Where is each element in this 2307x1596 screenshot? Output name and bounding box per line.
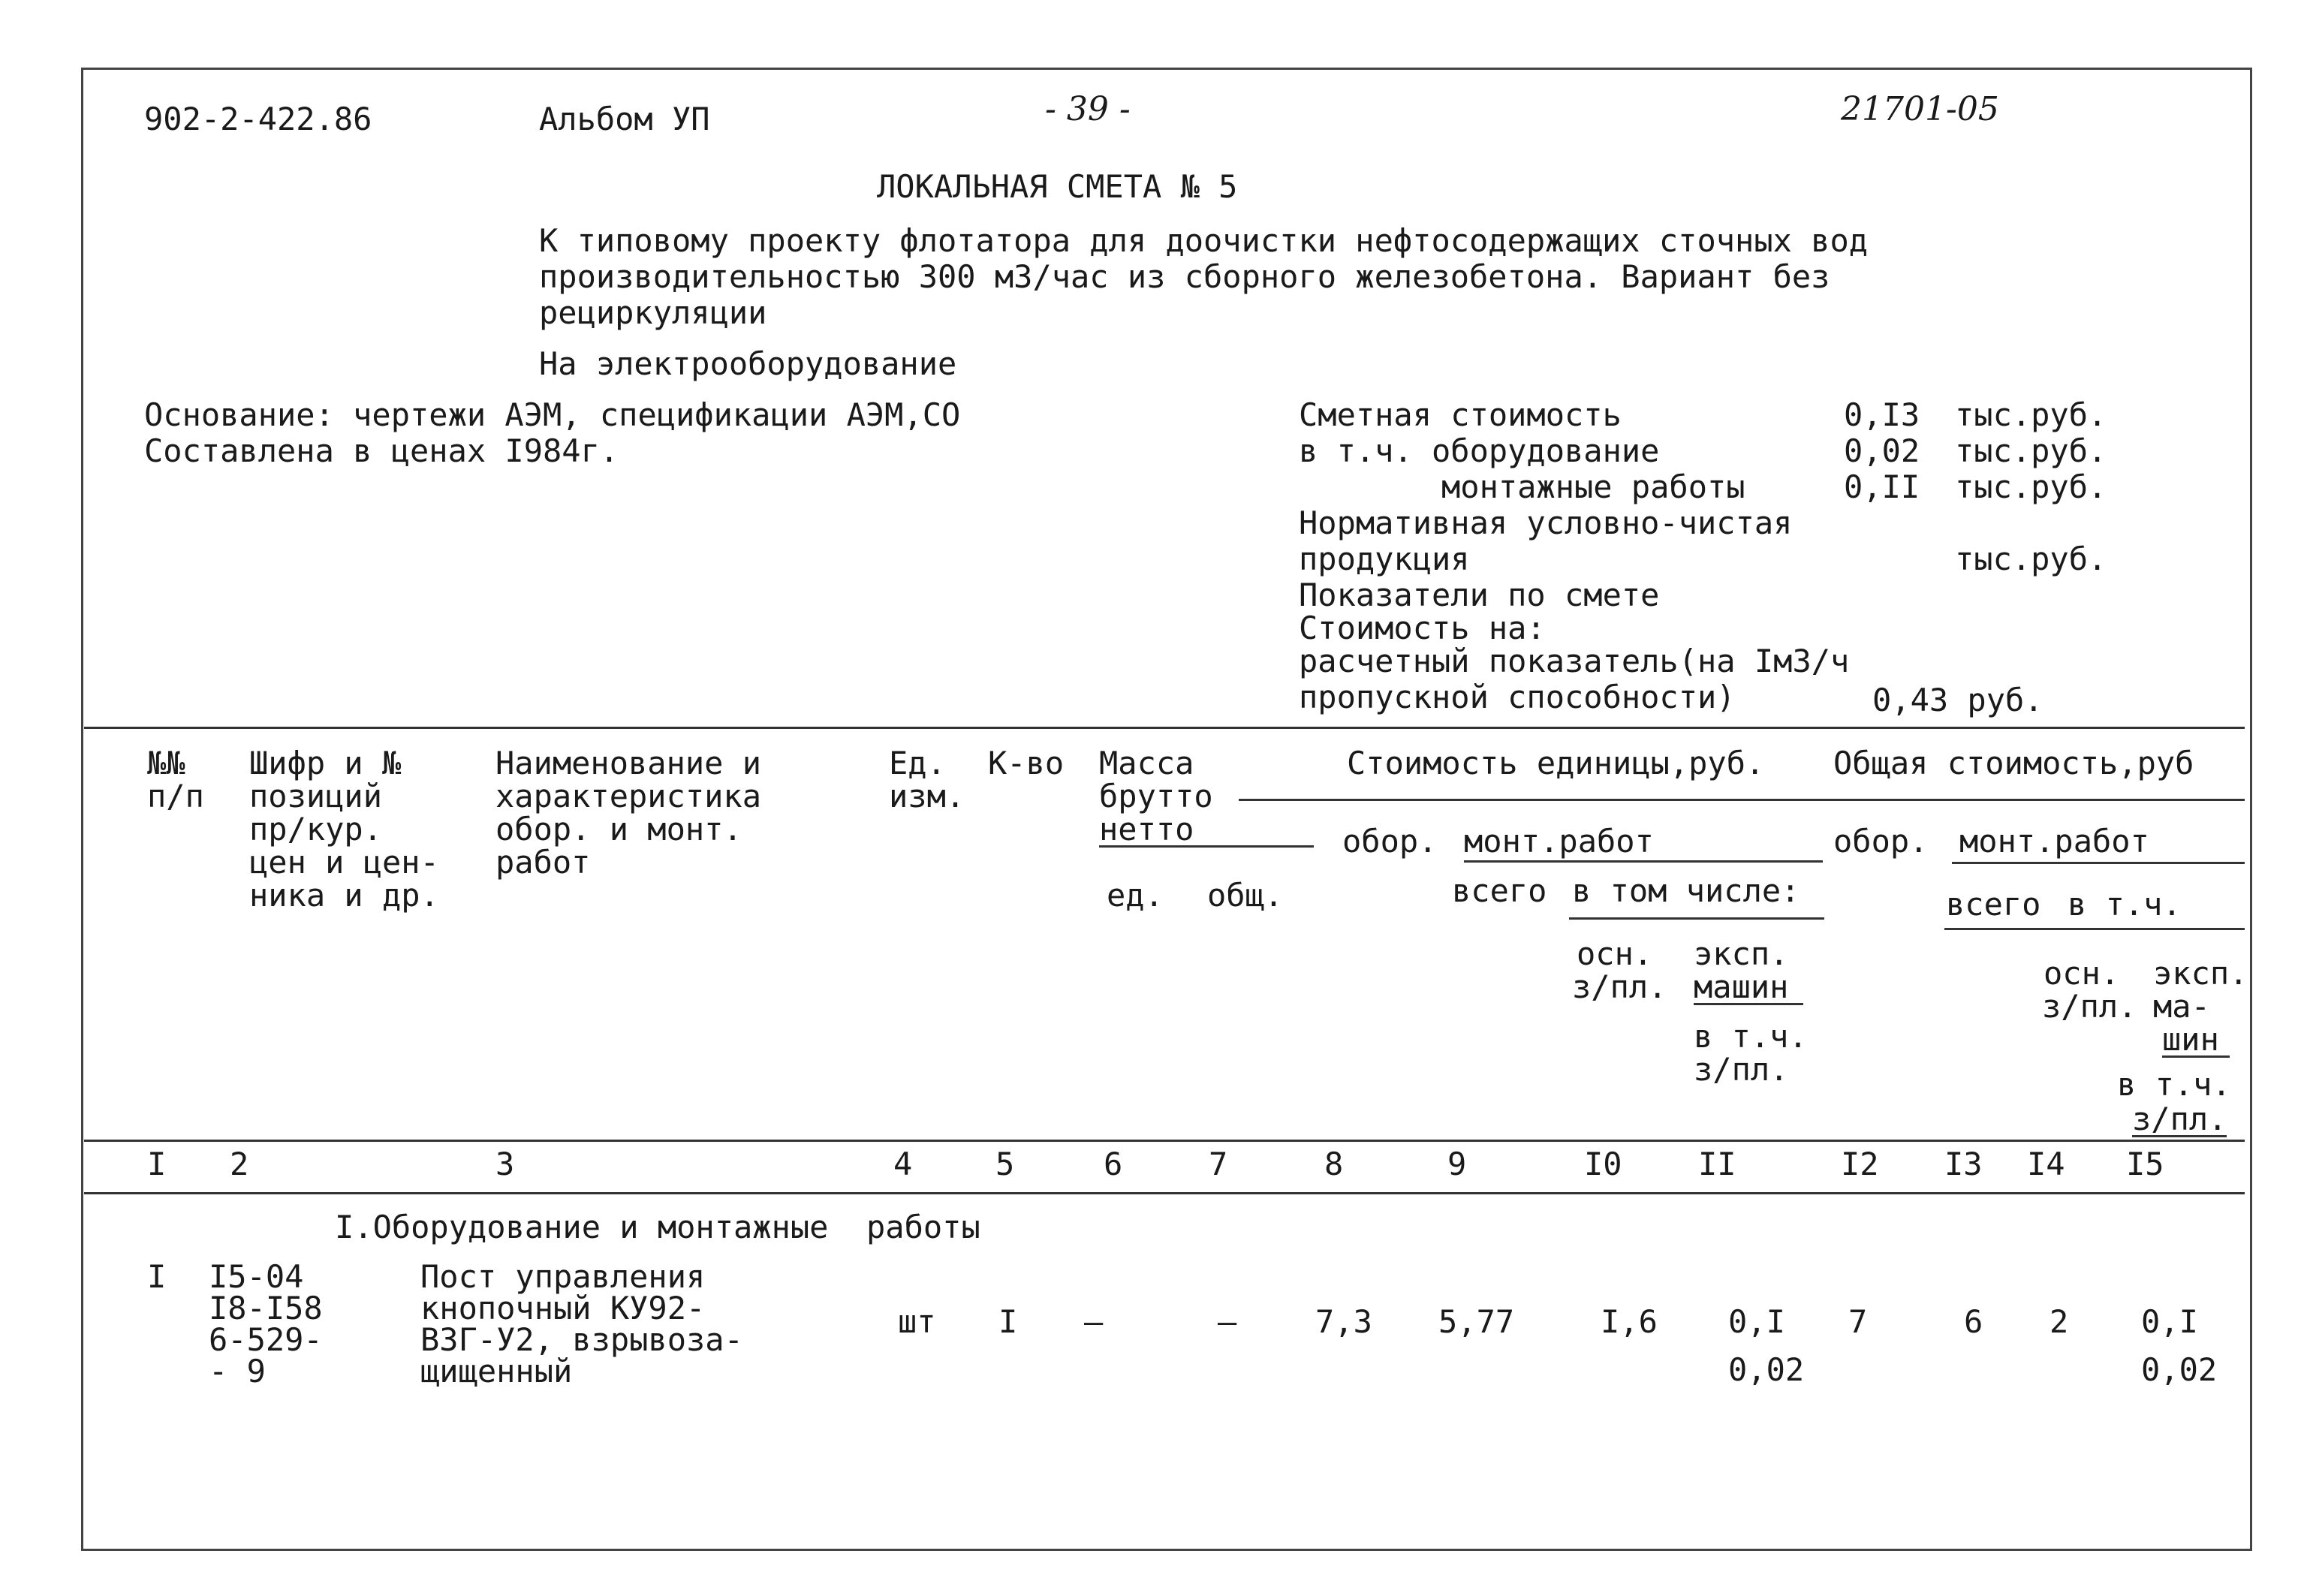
hdr-col3-line-4: работ bbox=[495, 844, 591, 881]
basis-line-1: Основание: чертежи АЭМ, спецификации АЭМ,СО bbox=[144, 396, 961, 433]
row-col12: 7 bbox=[1848, 1303, 1868, 1340]
archive-number: 21701-05 bbox=[1841, 90, 1999, 128]
hdr-col2-line-1: Шифр и № bbox=[249, 745, 402, 781]
row-name-2: кнопочный КУ92- bbox=[420, 1290, 706, 1326]
row-unit: шт bbox=[898, 1303, 936, 1340]
colnum-4: 4 bbox=[893, 1146, 913, 1182]
hdr-col4-line-1: Ед. bbox=[889, 745, 946, 781]
hdr-col2-line-2: позиций bbox=[249, 778, 383, 815]
row-col14: 2 bbox=[2049, 1303, 2069, 1340]
hdr-mass-total: общ. bbox=[1207, 877, 1284, 914]
row-col11: 0,I bbox=[1728, 1303, 1785, 1340]
colnum-8: 8 bbox=[1324, 1146, 1344, 1182]
hdr-unit-mont: монт.работ bbox=[1464, 823, 1654, 860]
hdr-unit-mont-rule bbox=[1464, 860, 1823, 863]
colnum-top-rule bbox=[84, 1140, 2245, 1142]
colnum-bottom-rule bbox=[84, 1192, 2245, 1194]
installation-cost-value: 0,II bbox=[1844, 468, 1920, 505]
normative-label-1: Нормативная условно-чистая bbox=[1299, 504, 1793, 541]
estimate-heading: ЛОКАЛЬНАЯ СМЕТА № 5 bbox=[877, 168, 1238, 205]
row-col8: 7,3 bbox=[1315, 1303, 1372, 1340]
hdr-unit-base-1: осн. bbox=[1577, 935, 1653, 972]
equipment-cost-label: в т.ч. оборудование bbox=[1299, 432, 1660, 469]
hdr-mass-gross: брутто bbox=[1099, 778, 1213, 815]
hdr-total-all: всего bbox=[1946, 886, 2041, 923]
calc-indicator-label-1: расчетный показатель(на Iм3/ч bbox=[1299, 643, 1850, 679]
installation-cost-label: монтажные работы bbox=[1441, 468, 1745, 505]
colnum-14: I4 bbox=[2027, 1146, 2065, 1182]
hdr-col3-line-2: характеристика bbox=[495, 778, 762, 815]
row-mass-total: – bbox=[1218, 1303, 1237, 1340]
estimated-cost-label: Сметная стоимость bbox=[1299, 396, 1622, 433]
equipment-cost-unit: тыс.руб. bbox=[1955, 432, 2107, 469]
row-qty: I bbox=[998, 1303, 1018, 1340]
row-num: I bbox=[147, 1258, 167, 1295]
row-name-4: щищенный bbox=[420, 1353, 573, 1390]
colnum-10: I0 bbox=[1584, 1146, 1622, 1182]
hdr-unit-mach-1: эксп. bbox=[1694, 935, 1789, 972]
hdr-col4-line-2: изм. bbox=[889, 778, 965, 815]
table-top-rule bbox=[84, 727, 2245, 729]
doc-number: 902-2-422.86 bbox=[144, 101, 372, 137]
equipment-cost-value: 0,02 bbox=[1844, 432, 1920, 469]
album-label: Альбом УП bbox=[539, 101, 710, 137]
row-mass-unit: – bbox=[1084, 1303, 1104, 1340]
hdr-total-mach-incl-1: в т.ч. bbox=[2117, 1066, 2231, 1103]
hdr-unit-total: всего bbox=[1452, 872, 1547, 909]
estimated-cost-value: 0,I3 bbox=[1844, 396, 1920, 433]
hdr-unit-incl: в том числе: bbox=[1572, 872, 1800, 909]
hdr-total-cost: Общая стоимость,руб bbox=[1833, 745, 2194, 781]
colnum-15: I5 bbox=[2126, 1146, 2164, 1182]
colnum-6: 6 bbox=[1104, 1146, 1123, 1182]
hdr-total-mach-incl-2: з/пл. bbox=[2132, 1101, 2227, 1137]
hdr-total-mach-1: эксп. bbox=[2153, 955, 2248, 992]
calc-indicator-label-2: пропускной способности) bbox=[1299, 679, 1736, 715]
hdr-col3-line-1: Наименование и bbox=[495, 745, 762, 781]
hdr-unit-base-2: з/пл. bbox=[1572, 968, 1667, 1005]
hdr-total-incl: в т.ч. bbox=[2068, 886, 2182, 923]
description-line-2: производительностью 300 м3/час из сборного железобетона. Вариант без bbox=[539, 258, 1830, 295]
colnum-7: 7 bbox=[1209, 1146, 1228, 1182]
description-line-1: К типовому проекту флотатора для доочистки нефтосодержащих сточных вод bbox=[539, 222, 1869, 259]
hdr-unit-incl-rule bbox=[1569, 917, 1824, 920]
section-title: I.Оборудование и монтажные работы bbox=[335, 1209, 980, 1245]
hdr-unit-mach-incl-1: в т.ч. bbox=[1694, 1018, 1808, 1055]
hdr-unit-mach-incl-2: з/пл. bbox=[1694, 1051, 1789, 1088]
hdr-col5: К-во bbox=[988, 745, 1065, 781]
estimated-cost-unit: тыс.руб. bbox=[1955, 396, 2107, 433]
row-col15-sub: 0,02 bbox=[2141, 1351, 2218, 1388]
hdr-total-mach-3: шин bbox=[2162, 1024, 2230, 1058]
hdr-col1-line-1: №№ bbox=[147, 745, 185, 781]
colnum-12: I2 bbox=[1841, 1146, 1879, 1182]
hdr-total-base-2: з/пл. bbox=[2042, 988, 2137, 1025]
basis-line-2: Составлена в ценах I984г. bbox=[144, 432, 619, 469]
row-code-4: - 9 bbox=[209, 1353, 266, 1390]
normative-unit: тыс.руб. bbox=[1955, 541, 2107, 577]
hdr-mass-net: нетто bbox=[1099, 814, 1314, 848]
row-col9: 5,77 bbox=[1438, 1303, 1515, 1340]
row-name-1: Пост управления bbox=[420, 1258, 706, 1295]
colnum-2: 2 bbox=[230, 1146, 249, 1182]
estimate-subject: На электрооборудование bbox=[539, 345, 957, 382]
row-col10: I,6 bbox=[1601, 1303, 1658, 1340]
row-col11-sub: 0,02 bbox=[1728, 1351, 1805, 1388]
colnum-13: I3 bbox=[1944, 1146, 1983, 1182]
hdr-col2-line-3: пр/кур. bbox=[249, 811, 383, 848]
hdr-unit-cost-rule bbox=[1239, 799, 2245, 801]
hdr-unit-cost: Стоимость единицы,руб. bbox=[1347, 745, 1765, 781]
hdr-total-equip: обор. bbox=[1833, 823, 1929, 860]
hdr-col2-line-4: цен и цен- bbox=[249, 844, 439, 881]
calc-indicator-value: 0,43 руб. bbox=[1872, 682, 2043, 718]
normative-label-2: продукция bbox=[1299, 541, 1470, 577]
hdr-col2-line-5: ника и др. bbox=[249, 877, 439, 914]
hdr-total-mont-rule bbox=[1952, 862, 2245, 864]
hdr-total-mach-2: ма- bbox=[2153, 988, 2210, 1025]
row-code-2: I8-I58 bbox=[209, 1290, 323, 1326]
indicators-label: Показатели по смете bbox=[1299, 577, 1660, 613]
hdr-unit-mach-2: машин bbox=[1694, 971, 1803, 1005]
cost-per-label: Стоимость на: bbox=[1299, 610, 1546, 646]
hdr-col1-line-2: п/п bbox=[147, 778, 204, 815]
hdr-unit-equip: обор. bbox=[1342, 823, 1438, 860]
colnum-5: 5 bbox=[995, 1146, 1015, 1182]
row-name-3: ВЗГ-У2, взрывоза- bbox=[420, 1321, 743, 1358]
description-line-3: рециркуляции bbox=[539, 294, 767, 331]
row-code-1: I5-04 bbox=[209, 1258, 304, 1295]
colnum-3: 3 bbox=[495, 1146, 515, 1182]
row-col13: 6 bbox=[1964, 1303, 1983, 1340]
hdr-total-base-1: осн. bbox=[2043, 955, 2120, 992]
hdr-mass: Масса bbox=[1099, 745, 1194, 781]
page-number: - 39 - bbox=[1045, 90, 1131, 128]
colnum-9: 9 bbox=[1447, 1146, 1467, 1182]
colnum-1: I bbox=[147, 1146, 167, 1182]
row-col15: 0,I bbox=[2141, 1303, 2198, 1340]
row-code-3: 6-529- bbox=[209, 1321, 323, 1358]
hdr-total-mont: монт.работ bbox=[1959, 823, 2149, 860]
hdr-mass-per-unit: ед. bbox=[1107, 877, 1164, 914]
colnum-11: II bbox=[1698, 1146, 1736, 1182]
hdr-col3-line-3: обор. и монт. bbox=[495, 811, 742, 848]
hdr-total-incl-rule bbox=[1944, 928, 2245, 930]
installation-cost-unit: тыс.руб. bbox=[1955, 468, 2107, 505]
